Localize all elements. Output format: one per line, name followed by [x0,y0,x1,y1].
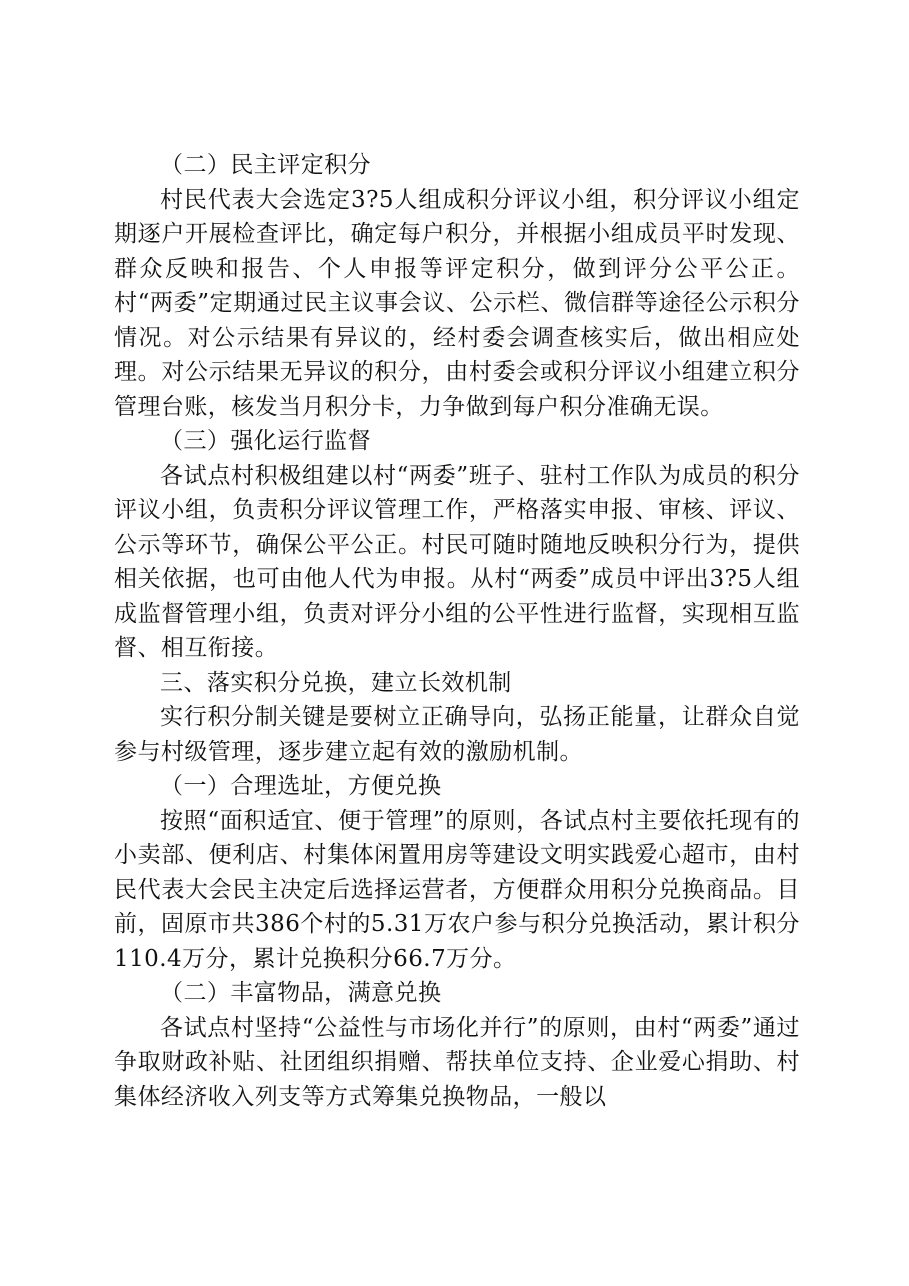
section-heading-supervision: （三）强化运行监督 [160,428,372,454]
document-body [114,148,800,1114]
section-heading-site-selection: （一）合理选址，方便兑换 [160,773,442,799]
section-heading-exchange-mechanism: 三、落实积分兑换，建立长效机制 [160,669,512,696]
section-heading-rich-goods: （二）丰富物品，满意兑换 [160,980,442,1006]
paragraph-democratic-scoring: 村民代表大会选定3?5人组成积分评议小组，积分评议小组定期逐户开展检查评比，确定每户积分，并根据小组成员平时发现、群众反映和报告、个人申报等评定积分，做到评分公平公正。村“两委”定期通过民主议事会议、公示栏、微信群等途径公示积分情况。对公示结果有异议的，经村委会调查核实后，做出相应处理。对公示结果无异议的积分，由村委会或积分评议小组建立积分管理台账，核发当月积分卡，力争做到每户积分准确无误。 [114,186,800,420]
paragraph-supervision: 各试点村积极组建以村“两委”班子、驻村工作队为成员的积分评议小组，负责积分评议管理工作，严格落实申报、审核、评议、公示等环节，确保公平公正。村民可随时随地反映积分行为，提供相关依据，也可由他人代为申报。从村“两委”成员中评出3?5人组成监督管理小组，负责对评分小组的公平性进行监督，实现相互监督、相互衔接。 [114,462,800,661]
section-heading-democratic-scoring: （二）民主评定积分 [160,152,372,178]
paragraph-rich-goods: 各试点村坚持“公益性与市场化并行”的原则，由村“两委”通过争取财政补贴、社团组织捐赠、帮扶单位支持、企业爱心捐助、村集体经济收入列支等方式筹集兑换物品，一般以 [114,1014,800,1110]
paragraph-exchange-mechanism: 实行积分制关键是要树立正确导向，弘扬正能量，让群众自觉参与村级管理，逐步建立起有效的激励机制。 [114,704,800,765]
paragraph-site-selection: 按照“面积适宜、便于管理”的原则，各试点村主要依托现有的小卖部、便利店、村集体闲置用房等建设文明实践爱心超市，由村民代表大会民主决定后选择运营者，方便群众用积分兑换商品。目前，固原市共386个村的5.31万农户参与积分兑换活动，累计积分110.4万分，累计兑换积分66.7万分。 [114,807,800,972]
